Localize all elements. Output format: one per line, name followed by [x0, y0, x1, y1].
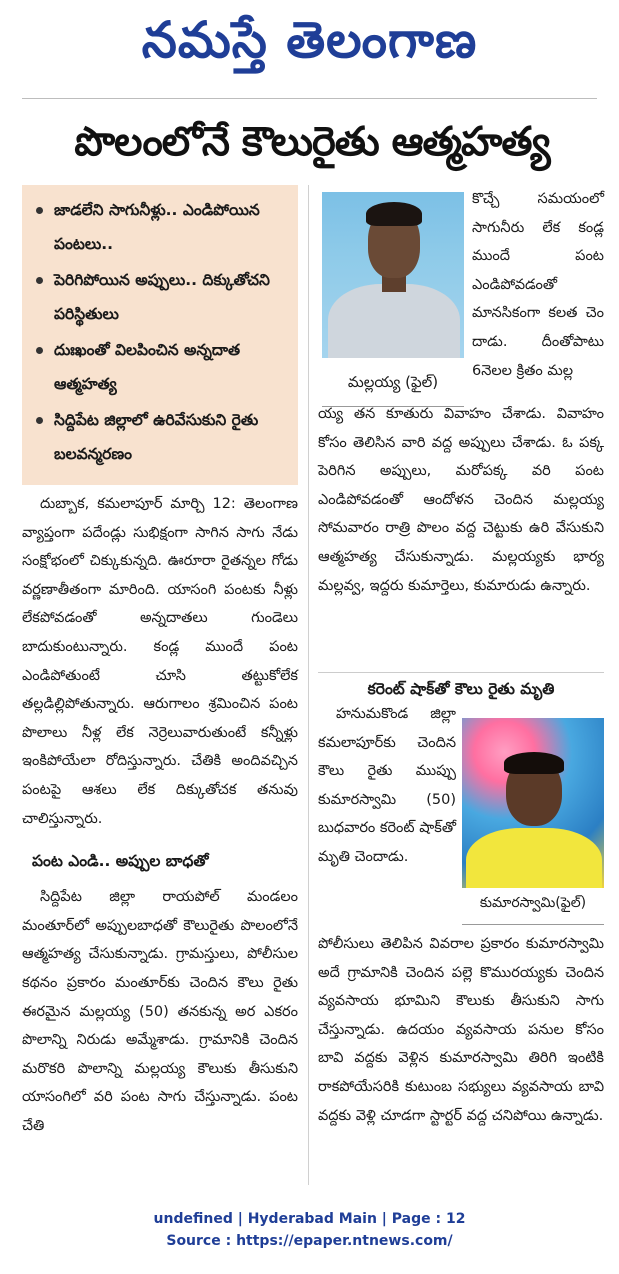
headline: పొలంలోనే కౌలురైతు ఆత్మహత్య — [74, 119, 550, 165]
highlight-item: జాడలేని సాగునీళ్లు.. ఎండిపోయిన పంటలు.. — [32, 193, 288, 261]
bullet-icon — [36, 277, 43, 284]
section-subhead-current-shock: కరెంట్ షాక్‌తో కౌలు రైతు మృతి — [318, 672, 604, 701]
article-intro: దుబ్బాక, కమలాపూర్ మార్చి 12: తెలంగాణ వ్యాప్తంగా పదేండ్లు సుభిక్షంగా సాగిన సాగు నేడు సంక్షోభంలో చిక్కుకున్నది. ఊరూరా రైతన్నల గోడు వర్ణణాతీతంగా మారింది. యాసంగి పంటకు నీళ్లు లేకపోవడంతో అన్నదాతలు గుండెలు బాదుకుంటున్నారు. కండ్ల ముందే పంట ఎండిపోతుంటే చూసి తట్టుకోలేక తల్లడిల్లిపోతున్నారు. ఆరుగాలం శ్రమించిన పంట పొలాలు నీళ్ల లేక నెర్రెలువారుతుంటే కన్నీళ్లు ఇంకిపోయేలా రోదిస్తున్నారు. చేతికి అందివచ్చిన పంటపై ఆశలు లేక దిక్కుతోచక తనువు చాలిస్తున్నారు. — [22, 496, 298, 827]
article-current-shock-intro: హనుమకొండ జిల్లా కమలాపూర్‌కు చెందిన కౌలు రైతు ముప్పు కుమారస్వామి (50) బుధవారం కరెంట్ షాక్‌తో మృతి చెందాడు. — [318, 706, 456, 865]
article-wrap-text: కొచ్చే సమయంలో సాగునీరు లేక కండ్ల ముందే పంట ఎండిపోవడంతో మానసికంగా కలత చెం దాడు. దీంతోపాటు 6నెలల క్రితం మల్ల — [472, 191, 604, 379]
highlight-item: దుఃఖంతో విలపించిన అన్నదాత ఆత్మహత్య — [32, 333, 288, 401]
article-current-shock-body: పోలీసులు తెలిపిన వివరాల ప్రకారం కుమారస్వామి అదే గ్రామానికి చెందిన పల్లె కొమురయ్యకు చెందిన వ్యవసాయ భూమిని కౌలుకు తీసుకుని సాగు చేస్తున్నాడు. ఉదయం వ్యవసాయ పనుల కోసం బావి వద్దకు వెళ్లిన కుమారస్వామి తిరిగి ఇంటికి రాకపోయేసరికి కుటుంబ సభ్యులు వ్యవసాయ బావి వద్దకు వెళ్లి చూడగా స్టార్టర్ వద్ద చనిపోయి ఉన్నాడు. — [318, 936, 604, 1124]
masthead-logo: నమస్తే తెలంగాణ — [141, 11, 478, 69]
footer-source: Source : https://epaper.ntnews.com/ — [166, 1233, 453, 1249]
highlight-item: పెరిగిపోయిన అప్పులు.. దిక్కుతోచని పరిస్థితులు — [32, 263, 288, 331]
footer — [0, 1208, 619, 1252]
photo-caption: కుమారస్వామి(ఫైల్) — [462, 888, 604, 925]
photo-caption: మల్లయ్య (ఫైల్) — [322, 358, 464, 407]
highlights-box — [22, 185, 298, 485]
bullet-icon — [36, 207, 43, 214]
article-continued: య్య తన కూతురు వివాహం చేశాడు. వివాహం కోసం తెలిసిన వారి వద్ద అప్పులు చేశాడు. ఓ పక్క పెరిగిన అప్పులు, మరోపక్క వరి పంట ఎండిపోవడంతో ఆందోళన చెందిన మల్లయ్య సోమవారం రాత్రి పొలం వద్ద చెట్టుకు ఉరి వేసుకుని ఆత్మహత్య చేసుకున్నాడు. మల్లయ్యకు భార్య మల్లవ్వ, ఇద్దరు కుమార్తెలు, కుమారుడు ఉన్నారు. — [318, 406, 604, 594]
left-column — [22, 490, 298, 1140]
bullet-icon — [36, 417, 43, 424]
footer-edition: undefined | Hyderabad Main | Page : 12 — [153, 1211, 466, 1227]
bullet-icon — [36, 347, 43, 354]
article-body: సిద్దిపేట జిల్లా రాయపోల్ మండలం మంతూర్‌లో అప్పులబాధతో కౌలురైతు పొలంలోనే ఆత్మహత్య చేసుకున్నాడు. గ్రామస్తులు, పోలీసుల కథనం ప్రకారం మంతూర్‌కు చెందిన కౌలు రైతు ఈరమైన మల్లయ్య (50) తనకున్న అర ఎకరం పొలాన్ని నిరుడు అమ్మేశాడు. గ్రామానికి చెందిన మరొకరి పొలాన్ని మల్లయ్య కౌలుకు తీసుకుని యాసంగిలో వరి పంట సాగు చేస్తున్నాడు. పంట చేతి — [22, 889, 298, 1134]
column-divider — [308, 185, 309, 1185]
photo-kumaraswamy — [462, 718, 604, 888]
section-subhead: పంట ఎండి.. అప్పుల బాధతో — [32, 852, 209, 871]
photo-mallaiah — [322, 192, 464, 358]
highlight-item: సిద్దిపేట జిల్లాలో ఉరివేసుకుని రైతు బలవన్మరణం — [32, 403, 288, 471]
divider — [22, 98, 597, 99]
